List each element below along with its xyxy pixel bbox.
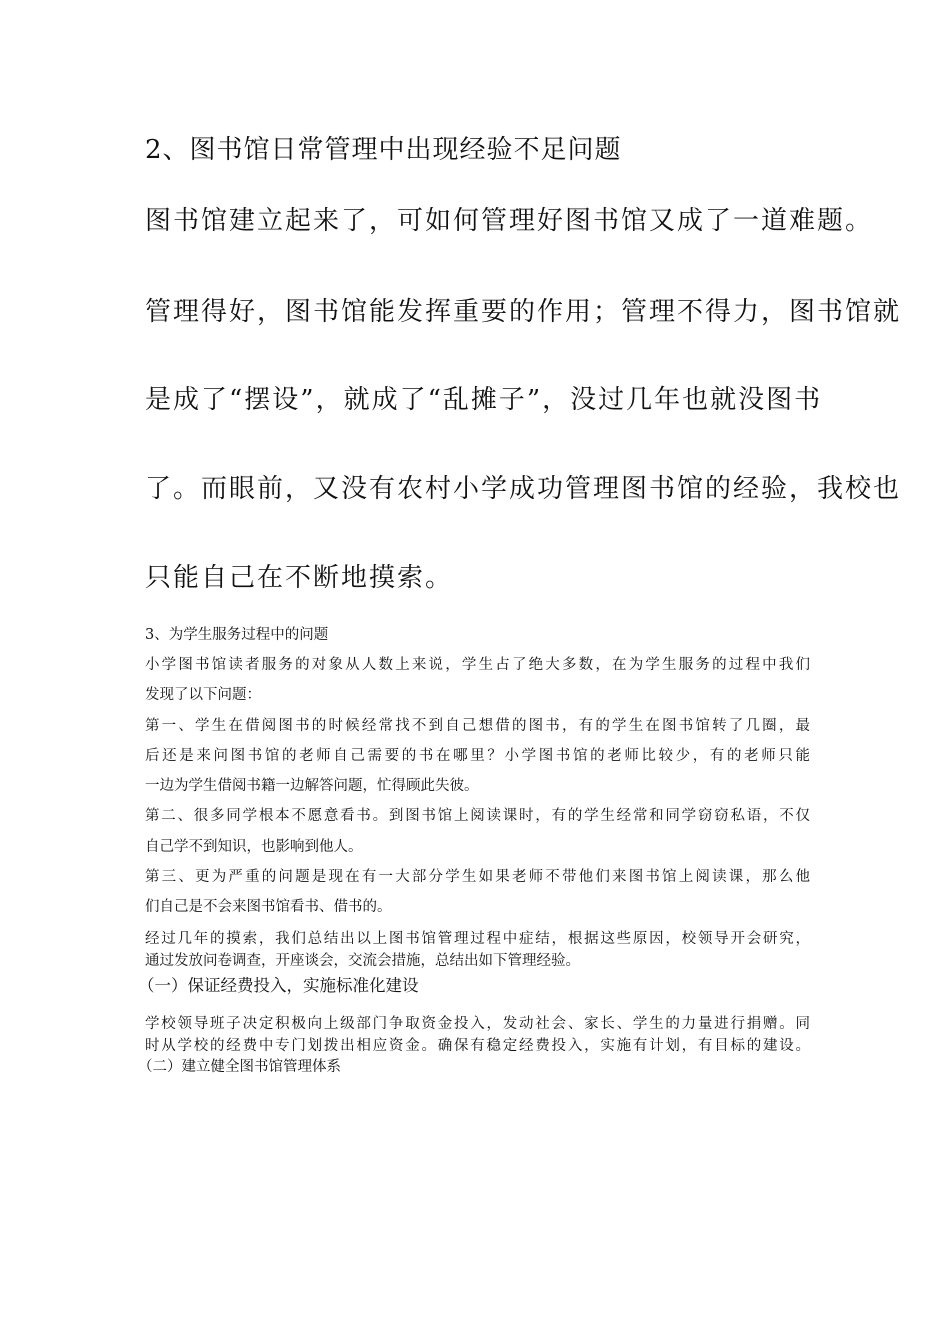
section2-line-3: 是成了“摆设”，就成了“乱摊子”，没过几年也就没图书 bbox=[145, 385, 823, 415]
section2-line-5: 只能自己在不断地摸索。 bbox=[145, 563, 454, 593]
section3-line-2: 发现了以下问题： bbox=[145, 687, 261, 703]
section3-line-8: 第三、更为严重的问题是现在有一大部分学生如果老师不带他们来图书馆上阅读课，那么他 bbox=[145, 869, 810, 885]
section2-heading: 2、图书馆日常管理中出现经验不足问题 bbox=[145, 135, 622, 165]
section3-line-1: 小学图书馆读者服务的对象从人数上来说，学生占了绝大多数，在为学生服务的过程中我们 bbox=[145, 657, 810, 673]
subsection1-line-1: 学校领导班子决定积极向上级部门争取资金投入，发动社会、家长、学生的力量进行捐赠。同 bbox=[145, 1016, 810, 1032]
section3-line-3: 第一、学生在借阅图书的时候经常找不到自己想借的图书，有的学生在图书馆转了几圈，最 bbox=[145, 718, 810, 734]
section3-line-10: 经过几年的摸索，我们总结出以上图书馆管理过程中症结，根据这些原因，校领导开会研究， bbox=[145, 931, 810, 947]
section3-heading: 3、为学生服务过程中的问题 bbox=[145, 627, 329, 643]
subsection1-line-2: 时从学校的经费中专门划拨出相应资金。确保有稳定经费投入，实施有计划，有目标的建设。 bbox=[145, 1038, 810, 1054]
section3-line-11: 通过发放问卷调查，开座谈会，交流会措施，总结出如下管理经验。 bbox=[145, 953, 580, 969]
section2-line-1: 图书馆建立起来了，可如何管理好图书馆又成了一道难题。 bbox=[145, 206, 874, 236]
section3-line-9: 们自己是不会来图书馆看书、借书的。 bbox=[145, 899, 392, 915]
subsection1-heading: （一）保证经费投入，实施标准化建设 bbox=[138, 976, 419, 995]
section3-line-6: 第二、很多同学根本不愿意看书。到图书馆上阅读课时，有的学生经常和同学窃窃私语，不仅 bbox=[145, 808, 810, 824]
section3-line-5: 一边为学生借阅书籍一边解答问题，忙得顾此失彼。 bbox=[145, 778, 479, 794]
section3-line-4: 后还是来问图书馆的老师自己需要的书在哪里？小学图书馆的老师比较少，有的老师只能 bbox=[145, 748, 810, 764]
section3-line-7: 自己学不到知识，也影响到他人。 bbox=[145, 839, 363, 855]
section2-line-2: 管理得好，图书馆能发挥重要的作用；管理不得力，图书馆就 bbox=[145, 297, 902, 327]
subsection2-heading: （二）建立健全图书馆管理体系 bbox=[138, 1059, 341, 1075]
section2-line-4: 了。而眼前，又没有农村小学成功管理图书馆的经验，我校也 bbox=[145, 474, 902, 504]
